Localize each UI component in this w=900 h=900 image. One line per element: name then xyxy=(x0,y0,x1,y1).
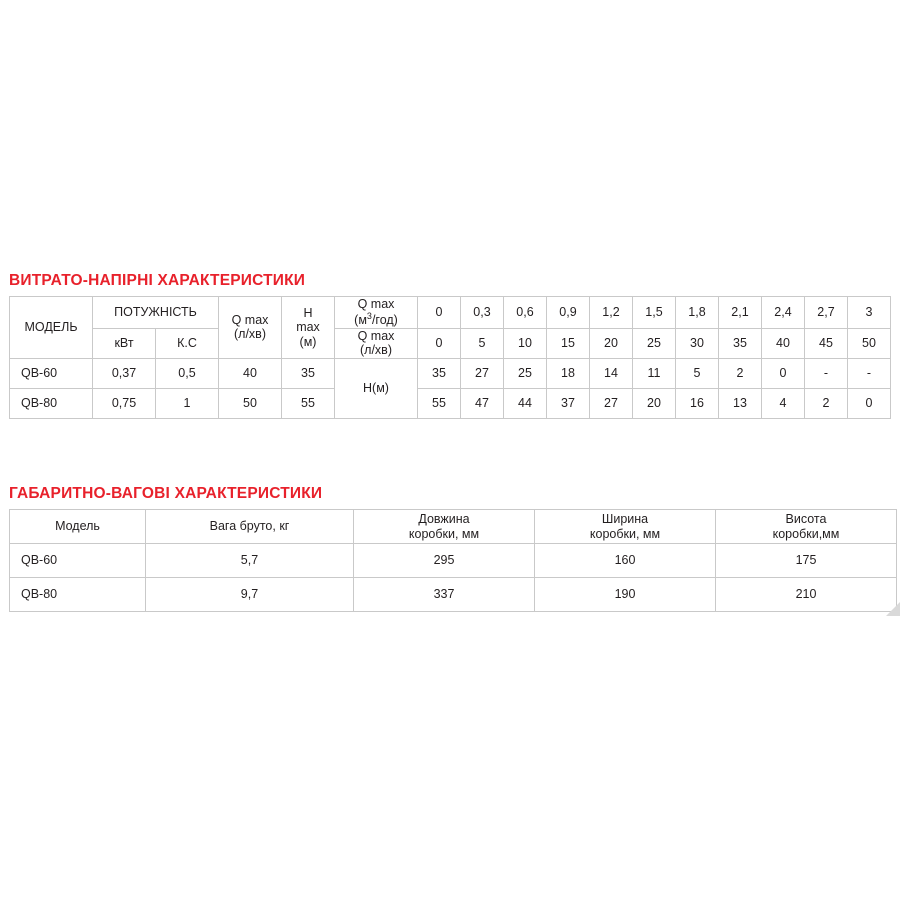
dims-header-model: Модель xyxy=(10,510,146,544)
corner-fold-mark xyxy=(876,592,900,616)
dims-row-length-qb80: 337 xyxy=(354,578,535,612)
performance-section-title: ВИТРАТО-НАПІРНІ ХАРАКТЕРИСТИКИ xyxy=(9,272,306,289)
performance-table xyxy=(9,296,891,419)
table-row xyxy=(10,328,891,358)
dims-header-length xyxy=(354,510,535,544)
header-power-kw: кВт xyxy=(93,328,156,358)
row-hmax-qb80: 55 xyxy=(282,388,335,418)
row-kw-qb60: 0,37 xyxy=(93,358,156,388)
row-qmax-qb80: 50 xyxy=(219,388,282,418)
q-lv-cell-9: 45 xyxy=(805,328,848,358)
q-lv-cell-0: 0 xyxy=(418,328,461,358)
qb80-h-7: 13 xyxy=(719,388,762,418)
qb60-h-9: - xyxy=(805,358,848,388)
header-power-ks: К.С xyxy=(156,328,219,358)
q-m3-cell-2: 0,6 xyxy=(504,297,547,329)
header-qmax xyxy=(219,297,282,359)
qb60-h-1: 27 xyxy=(461,358,504,388)
header-qmax-lv xyxy=(335,328,418,358)
header-model: МОДЕЛЬ xyxy=(10,297,93,359)
row-model-qb80: QB-80 xyxy=(10,388,93,418)
dims-row-length-qb60: 295 xyxy=(354,544,535,578)
dims-row-height-qb60: 175 xyxy=(716,544,897,578)
q-m3-cell-0: 0 xyxy=(418,297,461,329)
table-row xyxy=(10,544,897,578)
header-qmax-line2: (л/хв) xyxy=(234,327,266,342)
header-qmax-line1: Q max xyxy=(231,313,269,328)
dims-header-height-line2: коробки,мм xyxy=(772,526,840,541)
table-row xyxy=(10,358,891,388)
qb80-h-0: 55 xyxy=(418,388,461,418)
dims-row-width-qb60: 160 xyxy=(535,544,716,578)
dims-header-width-line2: коробки, мм xyxy=(589,526,661,541)
table-row xyxy=(10,578,897,612)
header-hmax-line1: H xyxy=(303,305,313,320)
dims-header-height-line1: Висота xyxy=(785,512,827,527)
table-row xyxy=(10,297,891,329)
qb80-h-10: 0 xyxy=(848,388,891,418)
dims-row-model-qb60: QB-60 xyxy=(10,544,146,578)
dimensions-table xyxy=(9,509,897,612)
qb80-h-8: 4 xyxy=(762,388,805,418)
qb80-h-5: 20 xyxy=(633,388,676,418)
q-lv-cell-8: 40 xyxy=(762,328,805,358)
qb80-h-6: 16 xyxy=(676,388,719,418)
q-lv-cell-10: 50 xyxy=(848,328,891,358)
qb60-h-7: 2 xyxy=(719,358,762,388)
dims-header-width xyxy=(535,510,716,544)
dims-header-length-line1: Довжина xyxy=(418,512,470,527)
qb60-h-4: 14 xyxy=(590,358,633,388)
q-m3-cell-1: 0,3 xyxy=(461,297,504,329)
dims-header-height xyxy=(716,510,897,544)
header-h-m: Н(м) xyxy=(335,358,418,418)
q-lv-cell-7: 35 xyxy=(719,328,762,358)
q-m3-cell-10: 3 xyxy=(848,297,891,329)
q-lv-cell-4: 20 xyxy=(590,328,633,358)
header-qmax-m3 xyxy=(335,297,418,329)
q-m3-cell-4: 1,2 xyxy=(590,297,633,329)
row-kw-qb80: 0,75 xyxy=(93,388,156,418)
dims-row-weight-qb80: 9,7 xyxy=(146,578,354,612)
dims-row-width-qb80: 190 xyxy=(535,578,716,612)
q-lv-cell-1: 5 xyxy=(461,328,504,358)
header-power: ПОТУЖНІСТЬ xyxy=(93,297,219,329)
header-qmax-m3-unit-close: /год) xyxy=(371,313,398,328)
qb60-h-6: 5 xyxy=(676,358,719,388)
q-m3-cell-7: 2,1 xyxy=(719,297,762,329)
qb80-h-9: 2 xyxy=(805,388,848,418)
qb60-h-2: 25 xyxy=(504,358,547,388)
header-hmax-line2: max xyxy=(296,320,320,335)
row-hmax-qb60: 35 xyxy=(282,358,335,388)
qb80-h-4: 27 xyxy=(590,388,633,418)
row-qmax-qb60: 40 xyxy=(219,358,282,388)
dims-row-weight-qb60: 5,7 xyxy=(146,544,354,578)
dims-header-weight: Вага бруто, кг xyxy=(146,510,354,544)
q-lv-cell-2: 10 xyxy=(504,328,547,358)
row-model-qb60: QB-60 xyxy=(10,358,93,388)
header-qmax-m3-line1: Q max xyxy=(357,297,395,311)
qb60-h-8: 0 xyxy=(762,358,805,388)
qb60-h-3: 18 xyxy=(547,358,590,388)
q-m3-cell-3: 0,9 xyxy=(547,297,590,329)
q-m3-cell-6: 1,8 xyxy=(676,297,719,329)
q-m3-cell-5: 1,5 xyxy=(633,297,676,329)
table-row xyxy=(10,510,897,544)
dims-header-length-line2: коробки, мм xyxy=(408,526,480,541)
header-qmax-m3-unit-open: (м xyxy=(354,313,367,328)
header-qmax-m3-sup: 3 xyxy=(366,311,372,322)
header-qmax-lv-line1: Q max xyxy=(357,329,395,344)
dims-row-height-qb80: 210 xyxy=(716,578,897,612)
row-ks-qb60: 0,5 xyxy=(156,358,219,388)
header-qmax-lv-line2: (л/хв) xyxy=(360,343,392,358)
header-qmax-m3-line2 xyxy=(335,311,417,328)
qb80-h-3: 37 xyxy=(547,388,590,418)
dims-header-width-line1: Ширина xyxy=(601,512,649,527)
qb80-h-1: 47 xyxy=(461,388,504,418)
qb80-h-2: 44 xyxy=(504,388,547,418)
header-hmax-line3: (м) xyxy=(299,334,317,349)
q-lv-cell-6: 30 xyxy=(676,328,719,358)
q-m3-cell-9: 2,7 xyxy=(805,297,848,329)
qb60-h-5: 11 xyxy=(633,358,676,388)
dimensions-section-title: ГАБАРИТНО-ВАГОВІ ХАРАКТЕРИСТИКИ xyxy=(9,485,323,502)
q-lv-cell-5: 25 xyxy=(633,328,676,358)
dims-row-model-qb80: QB-80 xyxy=(10,578,146,612)
qb60-h-0: 35 xyxy=(418,358,461,388)
row-ks-qb80: 1 xyxy=(156,388,219,418)
qb60-h-10: - xyxy=(848,358,891,388)
q-m3-cell-8: 2,4 xyxy=(762,297,805,329)
header-hmax xyxy=(282,297,335,359)
q-lv-cell-3: 15 xyxy=(547,328,590,358)
table-row xyxy=(10,388,891,418)
